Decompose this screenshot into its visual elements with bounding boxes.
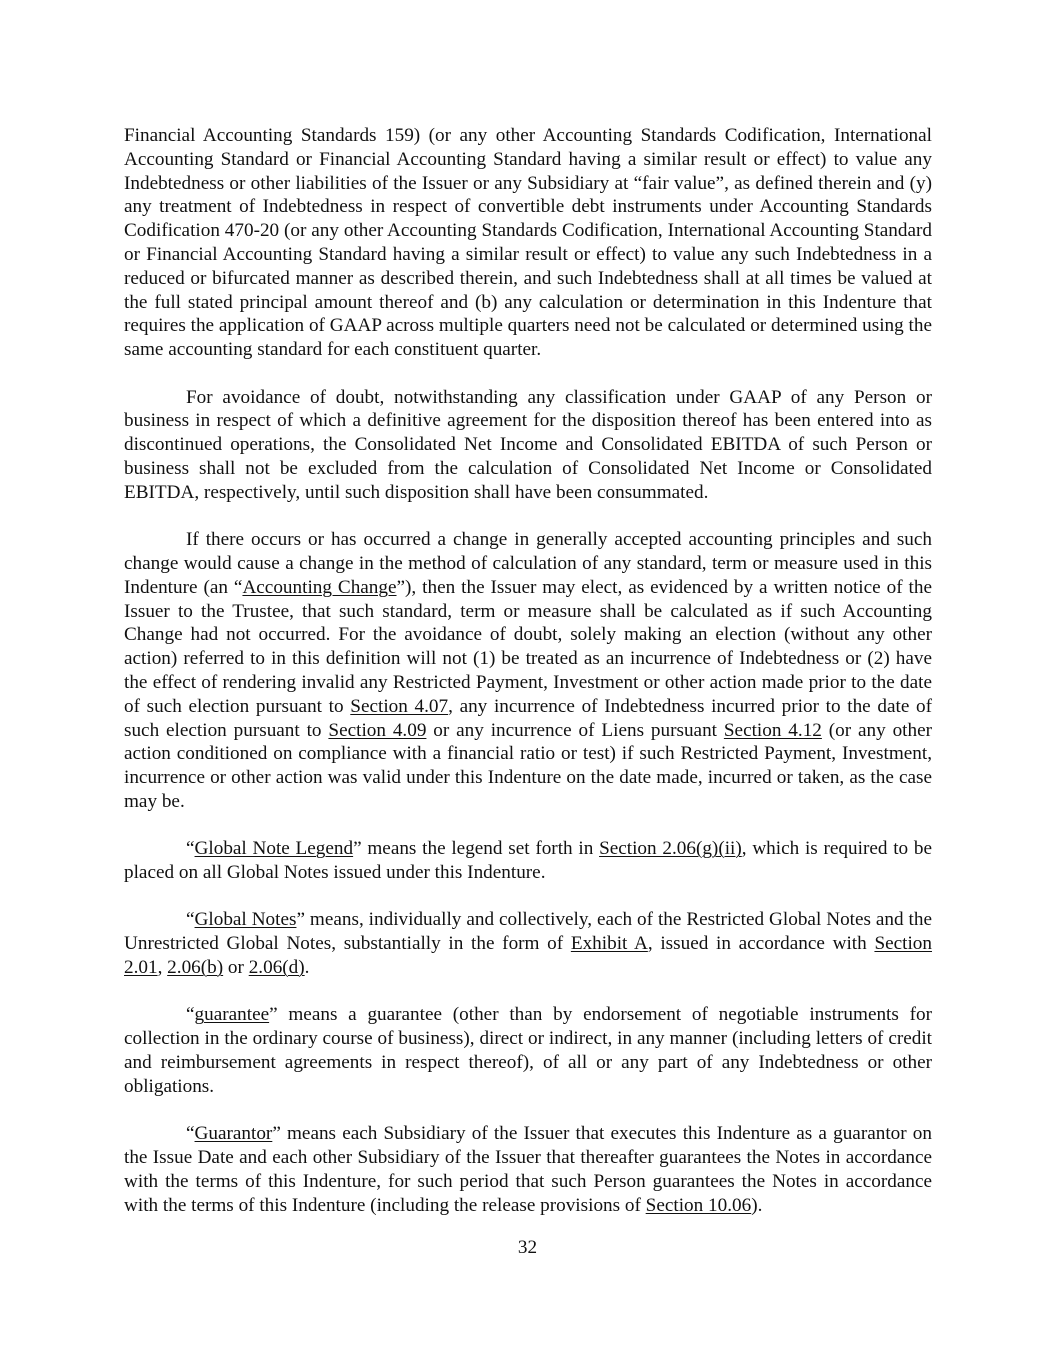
paragraph-text: (or any other action conditioned on compliance with a financial ratio or test) if such Restricted Payment, Investment, incurrence or other action was valid under this Indenture on the date made, incurred or taken, as the case may be.	[124, 719, 933, 812]
paragraph-discontinued-operations	[124, 386, 932, 505]
definition-guarantor	[124, 1122, 932, 1217]
paragraph-text: ” means each Subsidiary of the Issuer that executes this Indenture as a guarantor on the Issue Date and each other Subsidiary of the Issuer that thereafter guarantees the Notes in accordance with the terms of this Indenture, for such period that such Person guarantees the Notes in accordance with the terms of this Indenture (including the release provisions of	[124, 1123, 932, 1216]
paragraph-text: , which is required to be placed on all Global Notes issued under this Indenture.	[124, 838, 932, 884]
paragraph-text: or any incurrence of Liens pursuant	[426, 719, 724, 741]
paragraph-text: ).	[751, 1194, 763, 1216]
exhibit-reference-link[interactable]: Exhibit A	[570, 933, 648, 955]
defined-term-accounting-change: Accounting Change	[242, 576, 397, 598]
paragraph-text: Financial Accounting Standards 159) (or any other Accounting Standards Codification, International Accounting Standard or Financial Accounting Standard having a similar result or effect) to value any Indebtedness or other liabilities of the Issuer or any Subsidiary at “fair value”, as defined therein and (y) any treatment of Indebtedness in respect of convertible debt instruments under Accounting Standards Codification 470-20 (or any other Accounting Standards Codification, International Accounting Standard or Financial Accounting Standard having a similar result or effect) to value any such Indebtedness in a reduced or bifurcated manner as described therein, and such Indebtedness shall at all times be valued at the full stated principal amount thereof and (b) any calculation or determination in this Indenture that requires the application of GAAP across multiple quarters need not be calculated or determined using the same accounting standard for each constituent quarter.	[124, 125, 932, 361]
paragraph-text: , issued in accordance with	[647, 933, 875, 955]
section-reference-link[interactable]: Section 10.06	[645, 1194, 752, 1216]
document-page	[124, 124, 932, 1217]
section-reference-link[interactable]: Section 4.09	[328, 719, 427, 741]
defined-term-guarantor: Guarantor	[194, 1123, 273, 1145]
section-reference-link[interactable]: Section 2.06(g)(ii)	[599, 838, 742, 860]
paragraph-gaap-continuation	[124, 124, 932, 362]
paragraph-text: , any incurrence of Indebtedness incurred prior to the date of such election pursuant to	[124, 695, 932, 741]
definition-guarantee	[124, 1003, 932, 1098]
paragraph-accounting-change	[124, 528, 932, 814]
defined-term-global-notes: Global Notes	[194, 909, 297, 931]
paragraph-text: “	[186, 1004, 195, 1026]
definition-global-notes	[124, 908, 932, 979]
paragraph-text: ” means the legend set forth in	[353, 838, 600, 860]
paragraph-text: .	[304, 957, 310, 979]
paragraph-text: ”), then the Issuer may elect, as evidenced by a written notice of the Issuer to the Trustee, that such standard, term or measure shall be calculated as if such Accounting Change had not occurred. For the avoidance of doubt, solely making an election (without any other action) referred to in this definition will not (1) be treated as an incurrence of Indebtedness or (2) have the effect of rendering invalid any Restricted Payment, Investment or other action made prior to the date of such election pursuant to	[124, 576, 932, 717]
paragraph-text: “	[186, 838, 195, 860]
paragraph-text: For avoidance of doubt, notwithstanding any classification under GAAP of any Person or business in respect of which a definitive agreement for the disposition thereof has been entered into as discontinued operations, the Consolidated Net Income and Consolidated EBITDA of such Person or business shall not be excluded from the calculation of Consolidated Net Income or Consolidated EBITDA, respectively, until such disposition shall have been consummated.	[124, 386, 932, 503]
section-reference-link[interactable]: Section 2.01	[124, 933, 932, 979]
paragraph-text: “	[186, 909, 195, 931]
defined-term-global-note-legend: Global Note Legend	[194, 838, 354, 860]
definition-global-note-legend	[124, 837, 932, 885]
section-reference-link[interactable]: 2.06(b)	[167, 957, 224, 979]
paragraph-text: or	[223, 957, 249, 979]
paragraph-text: If there occurs or has occurred a change in generally accepted accounting principles and such change would cause a change in the method of calculation of any standard, term or measure used in this Indenture (an “	[124, 529, 932, 598]
section-reference-link[interactable]: 2.06(d)	[248, 957, 305, 979]
section-reference-link[interactable]: Section 4.12	[723, 719, 822, 741]
paragraph-text: “	[186, 1123, 195, 1145]
page-number: 32	[517, 1237, 538, 1258]
paragraph-text: ” means a guarantee (other than by endorsement of negotiable instruments for collection in the ordinary course of business), direct or indirect, in any manner (including letters of credit and reimbursement agreements in respect thereof), of all or any part of any Indebtedness or other obligations.	[124, 1004, 932, 1097]
defined-term-guarantee: guarantee	[194, 1004, 270, 1026]
paragraph-text: ,	[157, 957, 168, 979]
section-reference-link[interactable]: Section 4.07	[350, 695, 449, 717]
paragraph-text: ” means, individually and collectively, each of the Restricted Global Notes and the Unrestricted Global Notes, substantially in the form of	[124, 909, 932, 955]
